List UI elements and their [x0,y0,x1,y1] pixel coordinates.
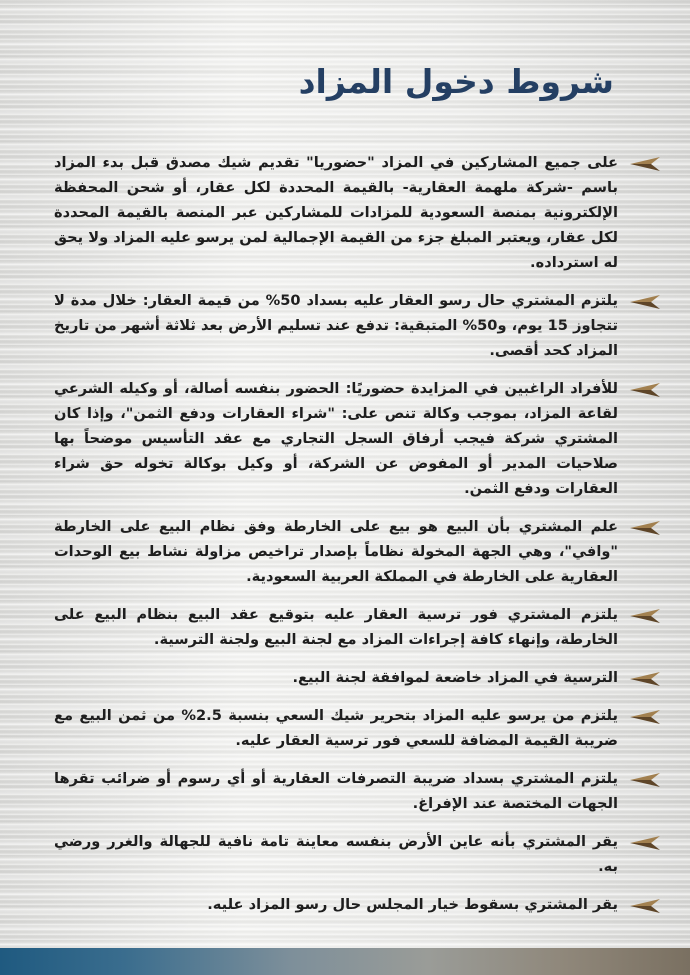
term-item [54,288,662,363]
arrowhead-icon [630,383,660,397]
footer-bar [0,948,690,975]
term-text: يلتزم المشتري بسداد ضريبة التصرفات العقارية أو أي رسوم أو ضرائب تقرها الجهات المختصة عند الإفراغ. [54,770,618,812]
arrowhead-icon [630,609,660,623]
term-item [54,514,662,589]
arrowhead-icon [630,295,660,309]
arrowhead-icon [630,899,660,913]
term-item [54,376,662,501]
arrowhead-icon [630,710,660,724]
term-text: الترسية في المزاد خاضعة لموافقة لجنة البيع. [292,669,618,686]
term-text: يقر المشتري بأنه عاين الأرض بنفسه معاينة تامة نافية للجهالة والغرر ورضي به. [54,833,618,875]
term-text: يلتزم المشتري فور ترسية العقار عليه بتوقيع عقد البيع بنظام البيع على الخارطة، وإنهاء كافة إجراءات المزاد مع لجنة البيع ولجنة الترسية. [54,606,618,648]
term-text: للأفراد الراغبين في المزايدة حضوريًا: الحضور بنفسه أصالة، أو وكيله الشرعي لقاعة المزاد، بموجب وكالة تنص على: "شراء العقارات ودفع الثمن"، وإذا كان المشتري شركة فيجب أرفاق السجل التجاري مع عقد التأسيس موضحاً بها صلاحيات المدير أو المفوض عن الشركة، أو وكيل بوكالة تخوله حق شراء العقارات ودفع الثمن. [54,380,618,497]
term-item [54,703,662,753]
arrowhead-icon [630,672,660,686]
term-item [54,766,662,816]
term-text: علم المشتري بأن البيع هو بيع على الخارطة وفق نظام البيع على الخارطة "وافي"، وهي الجهة المخولة نظاماً بإصدار تراخيص مزاولة نشاط بيع الوحدات العقارية على الخارطة في المملكة العربية السعودية. [54,518,618,585]
term-text: على جميع المشاركين في المزاد "حضوريا" تقديم شيك مصدق قبل بدء المزاد باسم -شركة ملهمة العقارية- بالقيمة المحددة لكل عقار، أو شحن المحفظة الإلكترونية بمنصة السعودية للمزادات للمشاركين عبر المنصة بالقيمة المحددة لكل عقار، ويعتبر المبلغ جزء من القيمة الإجمالية لمن يرسو عليه المزاد ولا يحق له استرداده. [54,154,618,271]
arrowhead-icon [630,773,660,787]
page-title: شروط دخول المزاد [298,62,614,101]
term-item [54,829,662,879]
term-item [54,665,662,690]
arrowhead-icon [630,521,660,535]
terms-list [54,150,662,917]
term-text: يقر المشتري بسقوط خيار المجلس حال رسو المزاد عليه. [207,896,618,913]
term-text: يلتزم من يرسو عليه المزاد بتحرير شيك السعي بنسبة 2.5% من ثمن البيع مع ضريبة القيمة المضافة للسعي فور ترسية العقار عليه. [54,707,618,749]
term-item [54,892,662,917]
arrowhead-icon [630,836,660,850]
term-text: يلتزم المشتري حال رسو العقار عليه بسداد 50% من قيمة العقار: خلال مدة لا تتجاوز 15 يوم، و50% المتبقية: تدفع عند تسليم الأرض بعد ثلاثة أشهر من تاريخ المزاد كحد أقصى. [54,292,618,359]
term-item [54,150,662,275]
term-item [54,602,662,652]
arrowhead-icon [630,157,660,171]
